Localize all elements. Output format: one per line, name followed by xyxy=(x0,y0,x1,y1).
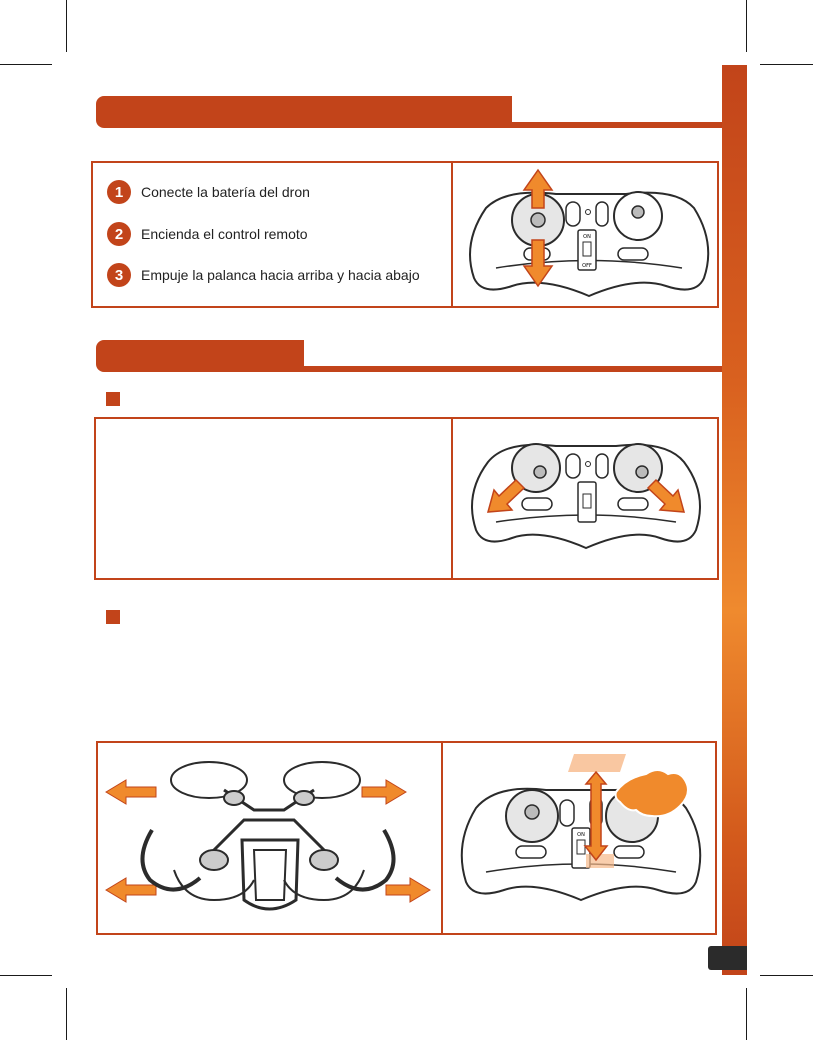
remote-control-trim-icon xyxy=(456,750,706,926)
crop-mark xyxy=(746,0,747,52)
box-divider xyxy=(451,417,453,580)
section-header-1 xyxy=(96,96,512,128)
side-color-bar xyxy=(722,65,747,975)
step-number: 1 xyxy=(107,180,131,204)
bullet-square xyxy=(106,392,120,406)
step-number: 2 xyxy=(107,222,131,246)
box-divider xyxy=(451,161,453,308)
page-number-tab xyxy=(708,946,747,970)
crop-mark xyxy=(760,975,813,976)
crop-mark xyxy=(746,988,747,1040)
remote-control-sticks-out-icon xyxy=(466,434,706,552)
crop-mark xyxy=(66,0,67,52)
step-2 xyxy=(107,222,308,246)
crop-mark xyxy=(760,64,813,65)
step-text: Empuje la palanca hacia arriba y hacia abajo xyxy=(141,267,420,283)
crop-mark xyxy=(66,988,67,1040)
step-number: 3 xyxy=(107,263,131,287)
on-label: ON xyxy=(583,234,591,240)
off-label: OFF xyxy=(582,263,592,269)
drone-icon xyxy=(104,750,434,926)
section-header-line-1 xyxy=(500,122,722,128)
step-text: Conecte la batería del dron xyxy=(141,184,310,200)
on-label: ON xyxy=(577,832,585,838)
step-3 xyxy=(107,263,420,287)
step-text: Encienda el control remoto xyxy=(141,226,308,242)
box-divider xyxy=(441,741,443,935)
bullet-square xyxy=(106,610,120,624)
remote-control-throttle-icon xyxy=(466,168,712,302)
section-header-2 xyxy=(96,340,304,372)
step-1 xyxy=(107,180,310,204)
section-header-line-2 xyxy=(296,366,722,372)
crop-mark xyxy=(0,64,52,65)
crop-mark xyxy=(0,975,52,976)
